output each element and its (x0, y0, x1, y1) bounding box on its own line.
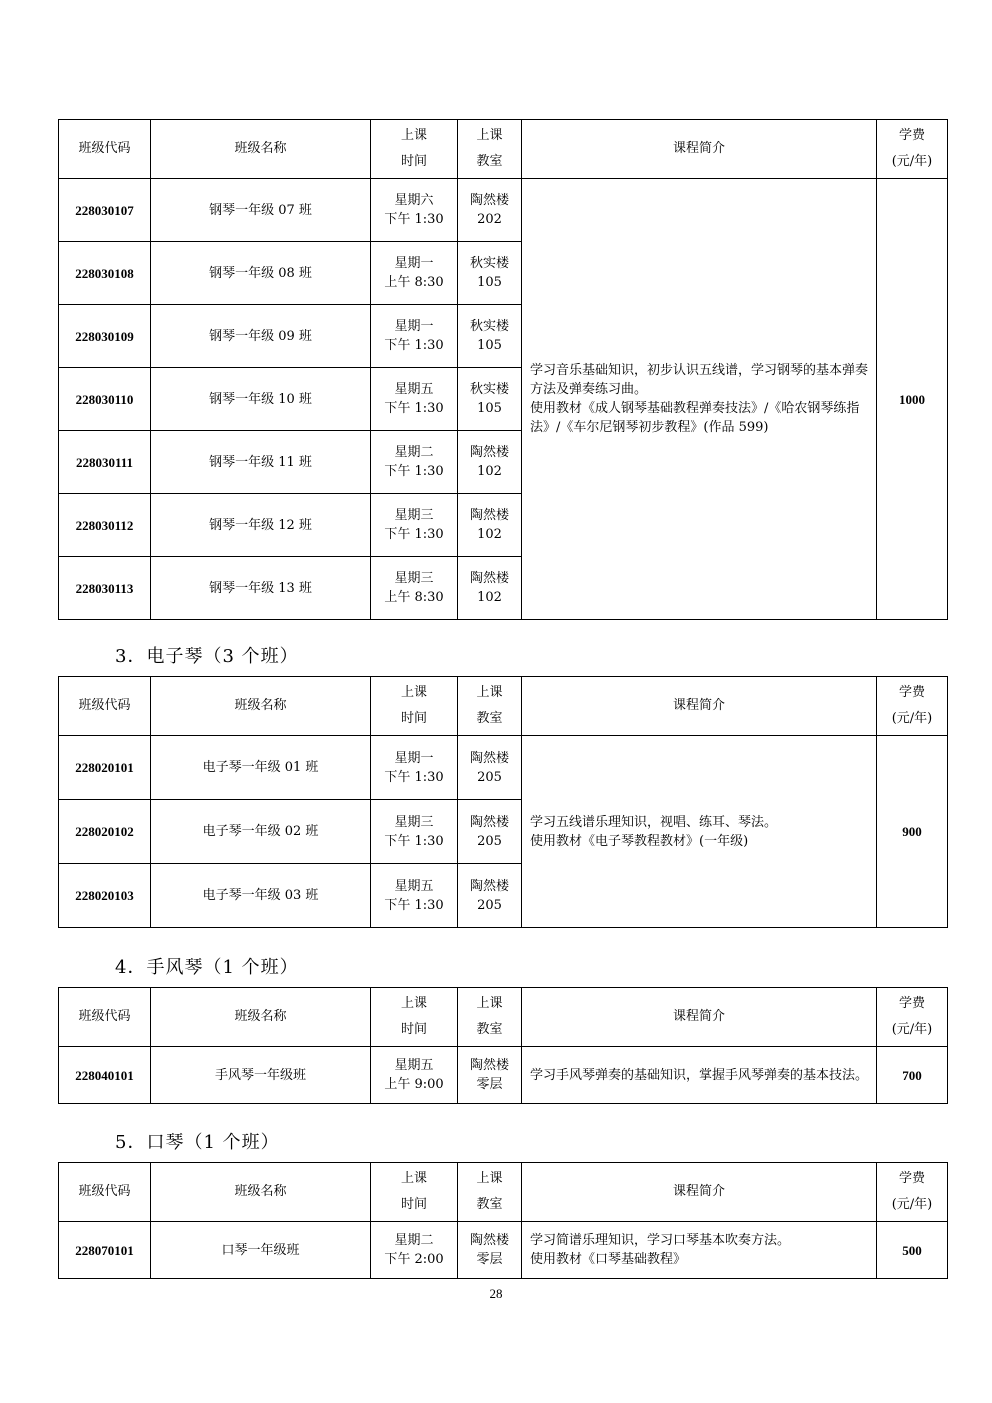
class-room: 陶然楼 102 (458, 431, 522, 494)
accordion-table (58, 987, 948, 1104)
header-fee: 学费 (元/年) (877, 988, 948, 1047)
class-room: 秋实楼 105 (458, 305, 522, 368)
header-fee: 学费 (元/年) (877, 677, 948, 736)
class-room: 陶然楼 205 (458, 864, 522, 928)
class-name: 手风琴一年级班 (151, 1047, 371, 1104)
table-row (59, 1222, 948, 1279)
class-time: 星期一 下午 1:30 (371, 305, 458, 368)
class-code: 228020101 (59, 736, 151, 800)
header-time: 上课 时间 (371, 677, 458, 736)
header-code: 班级代码 (59, 988, 151, 1047)
table-header-row (59, 988, 948, 1047)
header-name: 班级名称 (151, 1163, 371, 1222)
header-desc: 课程简介 (522, 1163, 877, 1222)
class-code: 228030111 (59, 431, 151, 494)
header-room: 上课 教室 (458, 120, 522, 179)
class-code: 228030112 (59, 494, 151, 557)
class-code: 228030113 (59, 557, 151, 620)
header-time: 上课 时间 (371, 988, 458, 1047)
header-desc: 课程简介 (522, 677, 877, 736)
class-code: 228030108 (59, 242, 151, 305)
header-name: 班级名称 (151, 677, 371, 736)
course-description: 学习手风琴弹奏的基础知识，掌握手风琴弹奏的基本技法。 (522, 1047, 877, 1104)
class-room: 陶然楼 102 (458, 494, 522, 557)
class-time: 星期五 下午 1:30 (371, 368, 458, 431)
class-name: 钢琴一年级 13 班 (151, 557, 371, 620)
course-fee: 500 (877, 1222, 948, 1279)
class-room: 陶然楼 202 (458, 179, 522, 242)
table-header-row (59, 120, 948, 179)
header-name: 班级名称 (151, 988, 371, 1047)
class-time: 星期五 上午 9:00 (371, 1047, 458, 1104)
table-header-row (59, 677, 948, 736)
header-room: 上课 教室 (458, 1163, 522, 1222)
course-fee: 700 (877, 1047, 948, 1104)
course-description: 学习五线谱乐理知识，视唱、练耳、琴法。 使用教材《电子琴教程教材》(一年级) (522, 736, 877, 928)
course-description: 学习音乐基础知识，初步认识五线谱，学习钢琴的基本弹奏方法及弹奏练习曲。 使用教材《成人钢琴基础教程弹奏技法》/《哈农钢琴练指法》/《车尔尼钢琴初步教程》(作品 599) (522, 179, 877, 620)
header-code: 班级代码 (59, 677, 151, 736)
header-time: 上课 时间 (371, 120, 458, 179)
header-fee: 学费 (元/年) (877, 1163, 948, 1222)
table-row (59, 736, 948, 800)
class-time: 星期六 下午 1:30 (371, 179, 458, 242)
class-room: 陶然楼 零层 (458, 1222, 522, 1279)
class-room: 秋实楼 105 (458, 368, 522, 431)
course-fee: 900 (877, 736, 948, 928)
header-desc: 课程简介 (522, 120, 877, 179)
class-time: 星期三 下午 1:30 (371, 800, 458, 864)
header-desc: 课程简介 (522, 988, 877, 1047)
class-code: 228030110 (59, 368, 151, 431)
class-name: 钢琴一年级 12 班 (151, 494, 371, 557)
header-room: 上课 教室 (458, 988, 522, 1047)
class-code: 228070101 (59, 1222, 151, 1279)
harmonica-table (58, 1162, 948, 1279)
class-name: 口琴一年级班 (151, 1222, 371, 1279)
header-fee: 学费 (元/年) (877, 120, 948, 179)
header-code: 班级代码 (59, 1163, 151, 1222)
class-code: 228030109 (59, 305, 151, 368)
class-code: 228020102 (59, 800, 151, 864)
section-title-keyboard: 3．电子琴（3 个班） (115, 646, 299, 667)
class-name: 钢琴一年级 09 班 (151, 305, 371, 368)
class-time: 星期五 下午 1:30 (371, 864, 458, 928)
keyboard-table (58, 676, 948, 928)
class-room: 陶然楼 零层 (458, 1047, 522, 1104)
class-room: 陶然楼 205 (458, 736, 522, 800)
page-number: 28 (489, 1286, 503, 1301)
class-room: 陶然楼 205 (458, 800, 522, 864)
class-name: 钢琴一年级 08 班 (151, 242, 371, 305)
class-name: 钢琴一年级 10 班 (151, 368, 371, 431)
class-time: 星期三 上午 8:30 (371, 557, 458, 620)
class-time: 星期三 下午 1:30 (371, 494, 458, 557)
class-time: 星期二 下午 1:30 (371, 431, 458, 494)
class-name: 电子琴一年级 01 班 (151, 736, 371, 800)
table-header-row (59, 1163, 948, 1222)
class-time: 星期二 下午 2:00 (371, 1222, 458, 1279)
class-name: 电子琴一年级 02 班 (151, 800, 371, 864)
section-title-harmonica: 5．口琴（1 个班） (115, 1132, 280, 1153)
class-room: 陶然楼 102 (458, 557, 522, 620)
class-name: 电子琴一年级 03 班 (151, 864, 371, 928)
class-code: 228030107 (59, 179, 151, 242)
class-name: 钢琴一年级 07 班 (151, 179, 371, 242)
course-fee: 1000 (877, 179, 948, 620)
section-title-accordion: 4．手风琴（1 个班） (115, 957, 299, 978)
course-description: 学习简谱乐理知识，学习口琴基本吹奏方法。 使用教材《口琴基础教程》 (522, 1222, 877, 1279)
header-name: 班级名称 (151, 120, 371, 179)
class-time: 星期一 下午 1:30 (371, 736, 458, 800)
class-name: 钢琴一年级 11 班 (151, 431, 371, 494)
piano-table (58, 119, 948, 620)
header-code: 班级代码 (59, 120, 151, 179)
class-room: 秋实楼 105 (458, 242, 522, 305)
class-time: 星期一 上午 8:30 (371, 242, 458, 305)
table-row (59, 179, 948, 242)
class-code: 228040101 (59, 1047, 151, 1104)
table-row (59, 1047, 948, 1104)
class-code: 228020103 (59, 864, 151, 928)
header-room: 上课 教室 (458, 677, 522, 736)
header-time: 上课 时间 (371, 1163, 458, 1222)
